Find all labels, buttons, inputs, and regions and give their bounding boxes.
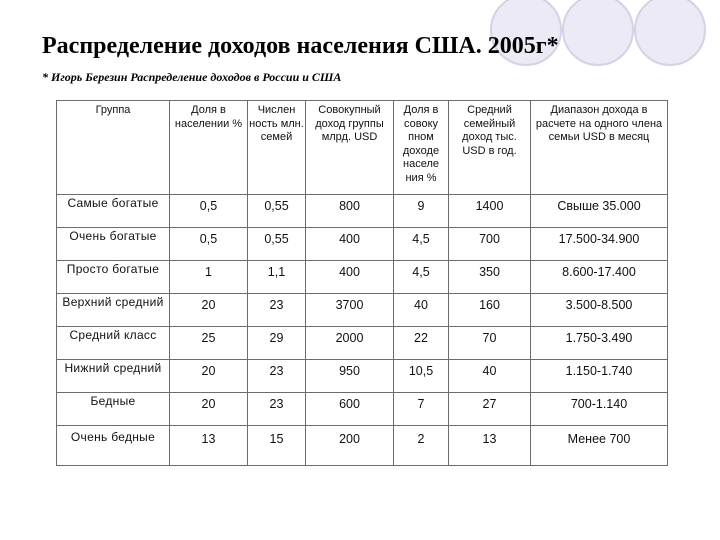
- table-cell: 1400: [449, 195, 531, 228]
- table-cell: 40: [449, 360, 531, 393]
- table-cell: 40: [394, 294, 449, 327]
- circle-shape: [634, 0, 706, 66]
- group-cell: Верхний средний: [57, 294, 170, 327]
- table-cell: 0,55: [248, 195, 306, 228]
- table-cell: 350: [449, 261, 531, 294]
- table-cell: 25: [170, 327, 248, 360]
- table-cell: 2: [394, 426, 449, 466]
- column-header: Доля в совоку пном доходе населе ния %: [394, 101, 449, 195]
- table-row: [57, 261, 668, 294]
- table-cell: 700: [449, 228, 531, 261]
- table-cell: 29: [248, 327, 306, 360]
- table-cell: 1.150-1.740: [531, 360, 668, 393]
- table-cell: 13: [170, 426, 248, 466]
- income-distribution-table: [56, 100, 668, 466]
- column-header: Доля в населении %: [170, 101, 248, 195]
- table-cell: 23: [248, 360, 306, 393]
- column-header: Числен ность млн. семей: [248, 101, 306, 195]
- column-header: Диапазон дохода в расчете на одного члена семьи USD в месяц: [531, 101, 668, 195]
- table-cell: 70: [449, 327, 531, 360]
- table-cell: 7: [394, 393, 449, 426]
- table-cell: 160: [449, 294, 531, 327]
- table-cell: 15: [248, 426, 306, 466]
- source-note: * Игорь Березин Распределение доходов в России и США: [42, 70, 342, 84]
- table-cell: 2000: [306, 327, 394, 360]
- table-cell: 27: [449, 393, 531, 426]
- table-cell: 23: [248, 393, 306, 426]
- circle-shape: [562, 0, 634, 66]
- group-cell: Бедные: [57, 393, 170, 426]
- table-cell: 800: [306, 195, 394, 228]
- table-cell: 700-1.140: [531, 393, 668, 426]
- group-cell: Средний класс: [57, 327, 170, 360]
- table-cell: 3700: [306, 294, 394, 327]
- column-header: Средний семейный доход тыс. USD в год.: [449, 101, 531, 195]
- table-cell: 20: [170, 294, 248, 327]
- table-cell: 950: [306, 360, 394, 393]
- table-cell: 9: [394, 195, 449, 228]
- table-cell: 17.500-34.900: [531, 228, 668, 261]
- group-cell: Самые богатые: [57, 195, 170, 228]
- table-row: [57, 360, 668, 393]
- table-cell: Свыше 35.000: [531, 195, 668, 228]
- table-cell: 20: [170, 360, 248, 393]
- group-cell: Очень богатые: [57, 228, 170, 261]
- table-cell: 0,55: [248, 228, 306, 261]
- table-cell: 23: [248, 294, 306, 327]
- table-cell: Менее 700: [531, 426, 668, 466]
- column-header: Группа: [57, 101, 170, 195]
- group-cell: Очень бедные: [57, 426, 170, 466]
- table-cell: 400: [306, 261, 394, 294]
- table-cell: 200: [306, 426, 394, 466]
- page-title: Распределение доходов населения США. 2005г*: [42, 33, 559, 59]
- table-row: [57, 426, 668, 466]
- table-cell: 600: [306, 393, 394, 426]
- table-row: [57, 393, 668, 426]
- table-cell: 400: [306, 228, 394, 261]
- table-cell: 22: [394, 327, 449, 360]
- group-cell: Просто богатые: [57, 261, 170, 294]
- table-cell: 0,5: [170, 228, 248, 261]
- table-row: [57, 195, 668, 228]
- table-cell: 4,5: [394, 261, 449, 294]
- table-cell: 13: [449, 426, 531, 466]
- table-row: [57, 228, 668, 261]
- table-cell: 1: [170, 261, 248, 294]
- table-cell: 3.500-8.500: [531, 294, 668, 327]
- group-cell: Нижний средний: [57, 360, 170, 393]
- column-header: Совокупный доход группы млрд. USD: [306, 101, 394, 195]
- table-cell: 8.600-17.400: [531, 261, 668, 294]
- table-header-row: [57, 101, 668, 195]
- table-cell: 1.750-3.490: [531, 327, 668, 360]
- table-row: [57, 294, 668, 327]
- table-cell: 4,5: [394, 228, 449, 261]
- table-cell: 0,5: [170, 195, 248, 228]
- table-cell: 10,5: [394, 360, 449, 393]
- table-cell: 1,1: [248, 261, 306, 294]
- table-row: [57, 327, 668, 360]
- table-cell: 20: [170, 393, 248, 426]
